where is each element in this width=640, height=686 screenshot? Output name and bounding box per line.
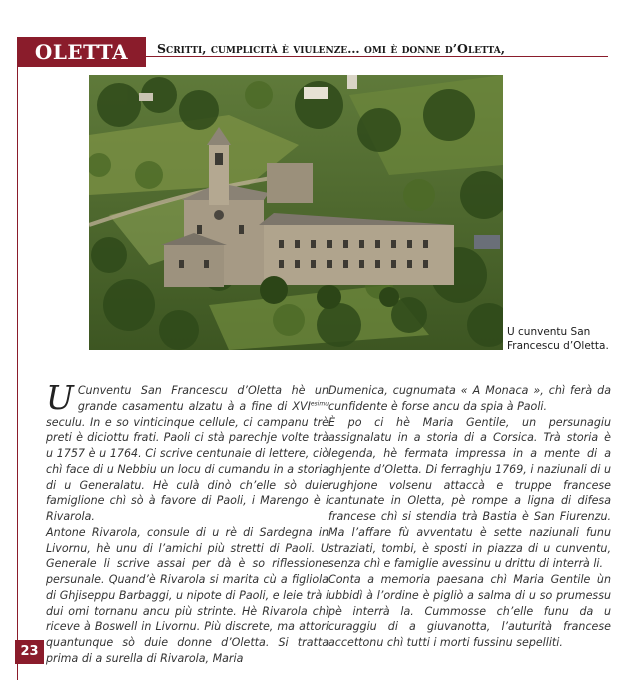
ordinal-superscript: esimu bbox=[310, 400, 329, 408]
paragraph-text: seculu. In e so vinticinque cellule, ci campanu trè preti è diciottu frati. Paoli ci stà parechje volte trà u 1757 è u 1764. Ci scrive centunaie di lettere, ciò chì face di u Nebbiu un locu di cumandu in a storia di u Generalatu. Hè culà dinò ch’elle sò duie famiglione chì sò à favore di Paoli, i Marengo è i Rivarola. bbox=[46, 415, 329, 523]
article-column-left bbox=[46, 378, 329, 667]
article-paragraph: Antone Rivarola, consule di u rè di Sardegna in Livornu, hè unu di l’amichi più stretti di Paoli. U Generale li scrive assai per dà è so riflessione persunale. Quand’è Rivarola si marita cù a figliola di Ghjiseppu Barbaggi, u nipote di Paoli, e leie trà i dui omi tornanu ancu più strinte. Hè Rivarola chì riceve à Boswell in Livornu. Più discrete, ma attori quantunque sò duie donne d’Oletta. Si tratta prima di a surella di Rivarola, Maria bbox=[46, 525, 329, 665]
article-paragraph: Dumenica, cugnumata « A Monaca », chì ferà da cunfidente è forse ancu da spia à Paoli. bbox=[328, 384, 611, 413]
photo-caption: U cunventu San Francescu d’Oletta. bbox=[507, 326, 609, 352]
paragraph-text: Cunventu San Francescu d’Oletta hè un grande casamentu alzatu à a fine di XVI bbox=[77, 384, 329, 413]
drop-cap: U bbox=[46, 378, 74, 417]
article-column-right bbox=[328, 383, 611, 651]
article-paragraph: È po ci hè Maria Gentile, un persunagiu assignalatu in a storia di a Corsica. Trà storia è legenda, hè fermata impressa in a mente di a ghjente d’Oletta. Di ferraghju 1769, i naziunali di u rughjone volsenu attaccà e truppe francese cantunate in Oletta, pè rompe a ligna di difesa francese chì si stendia trà Bastia è San Fiurenzu. Ma l’affare fù avventatu è sette naziunali funu straziati, tombi, è sposti in piazza di u cunventu, senza chì e famiglie avessinu u drittu di interrà li. bbox=[328, 415, 611, 571]
page-number: 23 bbox=[15, 640, 44, 664]
section-title: OLETTA bbox=[17, 37, 146, 67]
left-margin-rule bbox=[17, 40, 18, 680]
page-header bbox=[17, 37, 608, 67]
article-paragraph: Conta a memoria paesana chì Maria Gentile ùn ubbidì à l’ordine è pigliò a salma di u so prumessu pè interrà la. Cummosse ch’elle funu da u curaggiu di a giuvanotta, l’auturità francese accettonu chì tutti i morti fussinu sepelliti. bbox=[328, 573, 611, 649]
chapter-subtitle: Scritti, cumplicità è viulenze… omi è donne d’Oletta, bbox=[157, 41, 506, 56]
convent-photo bbox=[89, 75, 503, 350]
article-paragraph bbox=[46, 378, 329, 525]
